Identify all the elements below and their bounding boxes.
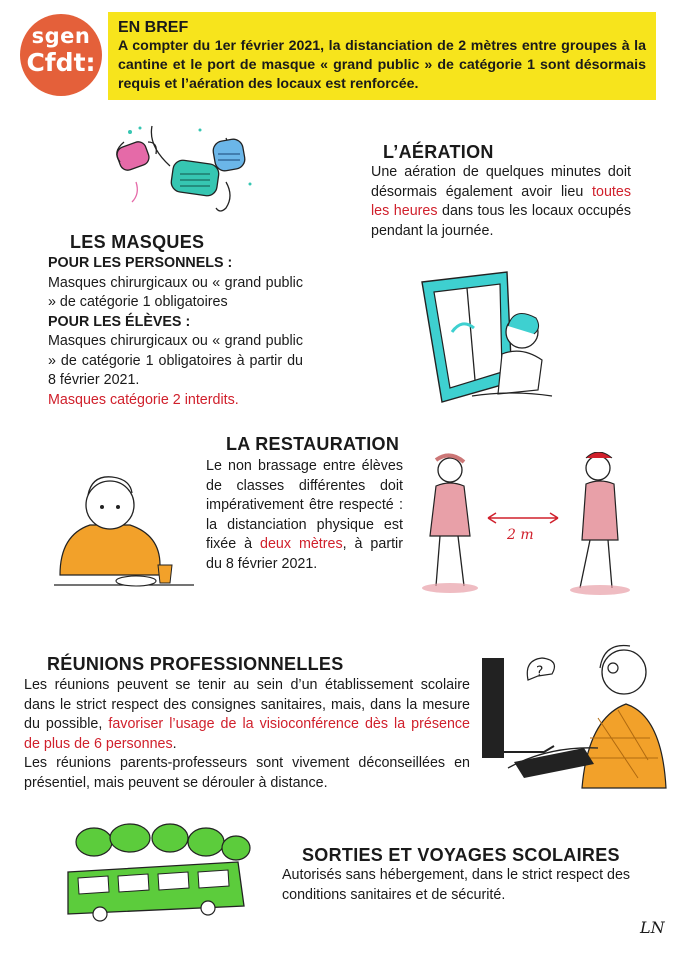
masks-block [48, 254, 303, 410]
distancing-illustration [410, 452, 640, 597]
logo-line-2: Cfdt: [26, 48, 96, 77]
restauration-text-part-2: , à partir du 8 février 2021. [206, 536, 403, 572]
signature: LN [640, 918, 665, 937]
aeration-highlight: toutes les heures [371, 183, 631, 219]
masks-staff-text: Masques chirurgicaux ou « grand public » de catégorie 1 obligatoires [48, 274, 303, 310]
videoconference-illustration [478, 628, 668, 793]
masks-students-text: Masques chirurgicaux ou « grand public » de catégorie 1 obligatoires à partir du 8 février 2021. [48, 333, 303, 388]
logo-line-1: sgen [31, 24, 91, 48]
restauration-text [206, 457, 403, 574]
eating-person-illustration [50, 465, 200, 605]
trips-title: SORTIES ET VOYAGES SCOLAIRES [302, 845, 620, 865]
aeration-text [371, 163, 631, 241]
restauration-title: LA RESTAURATION [226, 434, 400, 454]
bus-illustration [60, 822, 260, 922]
aeration-title: L’AÉRATION [383, 142, 494, 162]
masks-warning: Masques catégorie 2 interdits. [48, 391, 239, 408]
restauration-text-part-1: Le non brassage entre élèves de classes différentes doit impérativement être respecté : la distanciation physique est fixée à [206, 458, 403, 552]
masks-illustration [110, 122, 260, 222]
distance-label: 2 m [507, 527, 534, 543]
meetings-text-part-1: Les réunions peuvent se tenir au sein d’un établissement scolaire dans le strict respect des consignes sanitaires, mais, dans la mesure du possible, [24, 677, 470, 732]
restauration-highlight: deux mètres [260, 536, 343, 552]
brief-title: EN BREF [118, 19, 189, 36]
trips-text: Autorisés sans hébergement, dans le strict respect des conditions sanitaires et de sécurité. [282, 867, 631, 903]
meetings-text-2: Les réunions parents-professeurs sont vivement déconseillées en présentiel, mais peuvent se dérouler à distance. [24, 755, 470, 791]
meetings-text-part-2: . [172, 735, 177, 752]
window-illustration [412, 262, 562, 412]
masks-students-label: POUR LES ÉLÈVES : [48, 313, 191, 330]
brief-banner [108, 12, 656, 100]
aeration-text-part-1: Une aération de quelques minutes doit désormais également avoir lieu [371, 164, 631, 200]
svg-text:?: ? [536, 664, 544, 680]
meetings-highlight: favoriser l’usage de la visioconférence dès la présence de plus de 6 personnes [24, 716, 470, 752]
brief-text: A compter du 1er février 2021, la distanciation de 2 mètres entre groupes à la cantine et le port de masque « grand public » de catégorie 1 sont désormais requis et l’aération des locaux est renforcée. [118, 38, 646, 92]
aeration-text-part-2: dans tous les locaux occupés pendant la journée. [371, 203, 631, 239]
masks-title: LES MASQUES [70, 232, 205, 252]
sgen-cfdt-logo [20, 14, 102, 96]
masks-staff-label: POUR LES PERSONNELS : [48, 255, 233, 271]
meetings-text [24, 676, 470, 754]
meetings-title: RÉUNIONS PROFESSIONNELLES [47, 654, 344, 674]
